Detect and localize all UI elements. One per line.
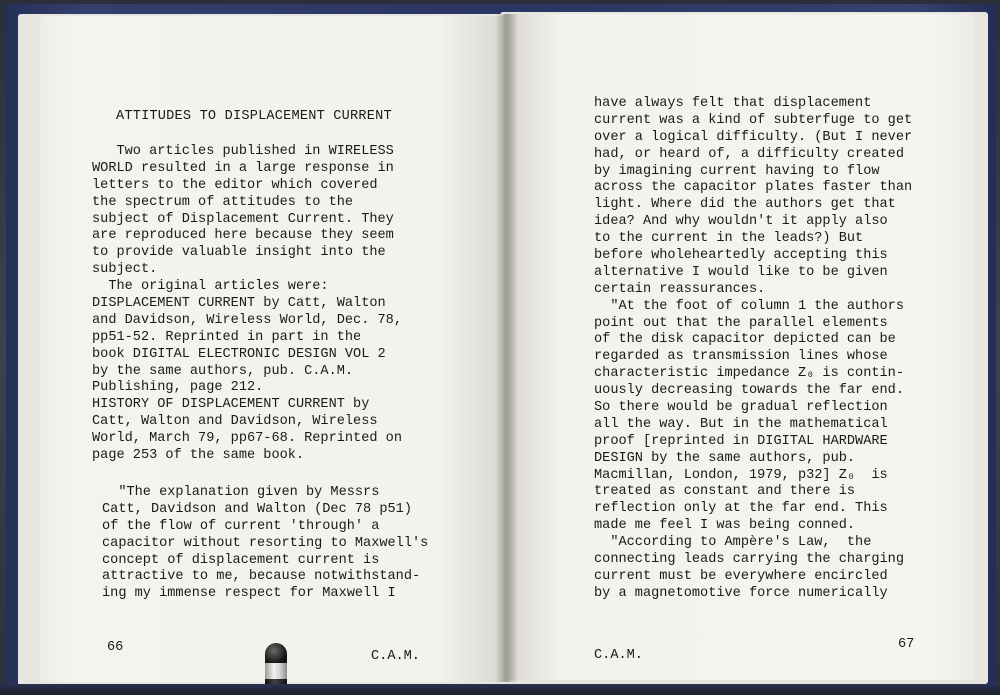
text-line: "According to Ampère's Law, the (594, 535, 872, 551)
text-line: attractive to me, because notwithstand- (102, 569, 421, 585)
pencil-ferrule (265, 663, 287, 679)
text-line: World, March 79, pp67-68. Reprinted on (92, 431, 402, 447)
text-line: made me feel I was being conned. (594, 518, 856, 534)
chapter-title: ATTITUDES TO DISPLACEMENT CURRENT (116, 109, 392, 124)
text-line: letters to the editor which covered (92, 177, 378, 193)
text-line: HISTORY OF DISPLACEMENT CURRENT by (92, 397, 370, 413)
text-line: Catt, Davidson and Walton (Dec 78 p51) (102, 501, 412, 517)
text-line: all the way. But in the mathematical (594, 416, 888, 432)
text-line: treated as constant and there is (594, 484, 856, 500)
text-line: by imagining current having to flow (594, 163, 880, 179)
text-line: before wholeheartedly accepting this (594, 248, 888, 264)
text-line: DISPLACEMENT CURRENT by Catt, Walton (92, 296, 386, 312)
text-line: book DIGITAL ELECTRONIC DESIGN VOL 2 (92, 346, 386, 362)
right-page-text (594, 96, 912, 603)
text-line: regarded as transmission lines whose (594, 349, 888, 365)
pencil-eraser (265, 643, 287, 665)
text-line: capacitor without resorting to Maxwell's (102, 535, 429, 551)
text-line: by the same authors, pub. C.A.M. (92, 363, 354, 379)
text-line: by a magnetomotive force numerically (594, 585, 888, 601)
text-line: to the current in the leads?) But (594, 231, 864, 247)
text-line: Catt, Walton and Davidson, Wireless (92, 414, 378, 430)
text-line: So there would be gradual reflection (594, 400, 888, 416)
left-quote-text (102, 485, 428, 603)
text-line: across the capacitor plates faster than (594, 180, 913, 196)
text-line: DESIGN by the same authors, pub. (594, 450, 856, 466)
text-line: subject. (92, 262, 158, 278)
text-line: have always felt that displacement (594, 96, 872, 111)
text-line: certain reassurances. (594, 281, 766, 297)
text-line: idea? And why wouldn't it apply also (594, 214, 888, 230)
page-number-left: 66 (107, 640, 124, 655)
text-line: current must be everywhere encircled (594, 568, 888, 584)
text-line: concept of displacement current is (102, 552, 380, 568)
text-line: point out that the parallel elements (594, 315, 888, 331)
page-number-right: 67 (898, 637, 915, 652)
table-edge (0, 684, 1000, 695)
text-line: "The explanation given by Messrs (102, 485, 380, 500)
text-line: Publishing, page 212. (92, 380, 264, 396)
text-line: proof [reprinted in DIGITAL HARDWARE (594, 433, 888, 449)
text-line: uously decreasing towards the far end. (594, 383, 904, 399)
text-line: characteristic impedance Z₀ is contin- (594, 366, 904, 382)
text-line: page 253 of the same book. (92, 448, 305, 464)
text-line: subject of Displacement Current. They (92, 211, 394, 227)
text-line: light. Where did the authors get that (594, 197, 896, 213)
text-line: ing my immense respect for Maxwell I (102, 586, 396, 602)
text-line: The original articles were: (92, 279, 329, 295)
text-line: and Davidson, Wireless World, Dec. 78, (92, 312, 402, 328)
text-line: pp51-52. Reprinted in part in the (92, 329, 362, 345)
text-line: WORLD resulted in a large response in (92, 160, 394, 176)
text-line: Macmillan, London, 1979, p32] Z₀ is (594, 467, 888, 483)
text-line: Two articles published in WIRELESS (92, 144, 394, 159)
text-line: "At the foot of column 1 the authors (594, 298, 904, 314)
text-line: alternative I would like to be given (594, 264, 888, 280)
publisher-footer-right: C.A.M. (594, 648, 643, 663)
text-line: to provide valuable insight into the (92, 245, 386, 261)
text-line: of the disk capacitor depicted can be (594, 332, 896, 348)
left-intro-text (92, 144, 402, 465)
text-line: are reproduced here because they seem (92, 228, 394, 244)
text-line: reflection only at the far end. This (594, 501, 888, 517)
text-line: had, or heard of, a difficulty created (594, 146, 904, 162)
text-line: the spectrum of attitudes to the (92, 194, 354, 210)
text-line: of the flow of current 'through' a (102, 518, 380, 534)
publisher-footer-left: C.A.M. (371, 649, 420, 664)
text-line: connecting leads carrying the charging (594, 552, 904, 568)
text-line: over a logical difficulty. (But I never (594, 129, 913, 145)
text-line: current was a kind of subterfuge to get (594, 112, 913, 128)
